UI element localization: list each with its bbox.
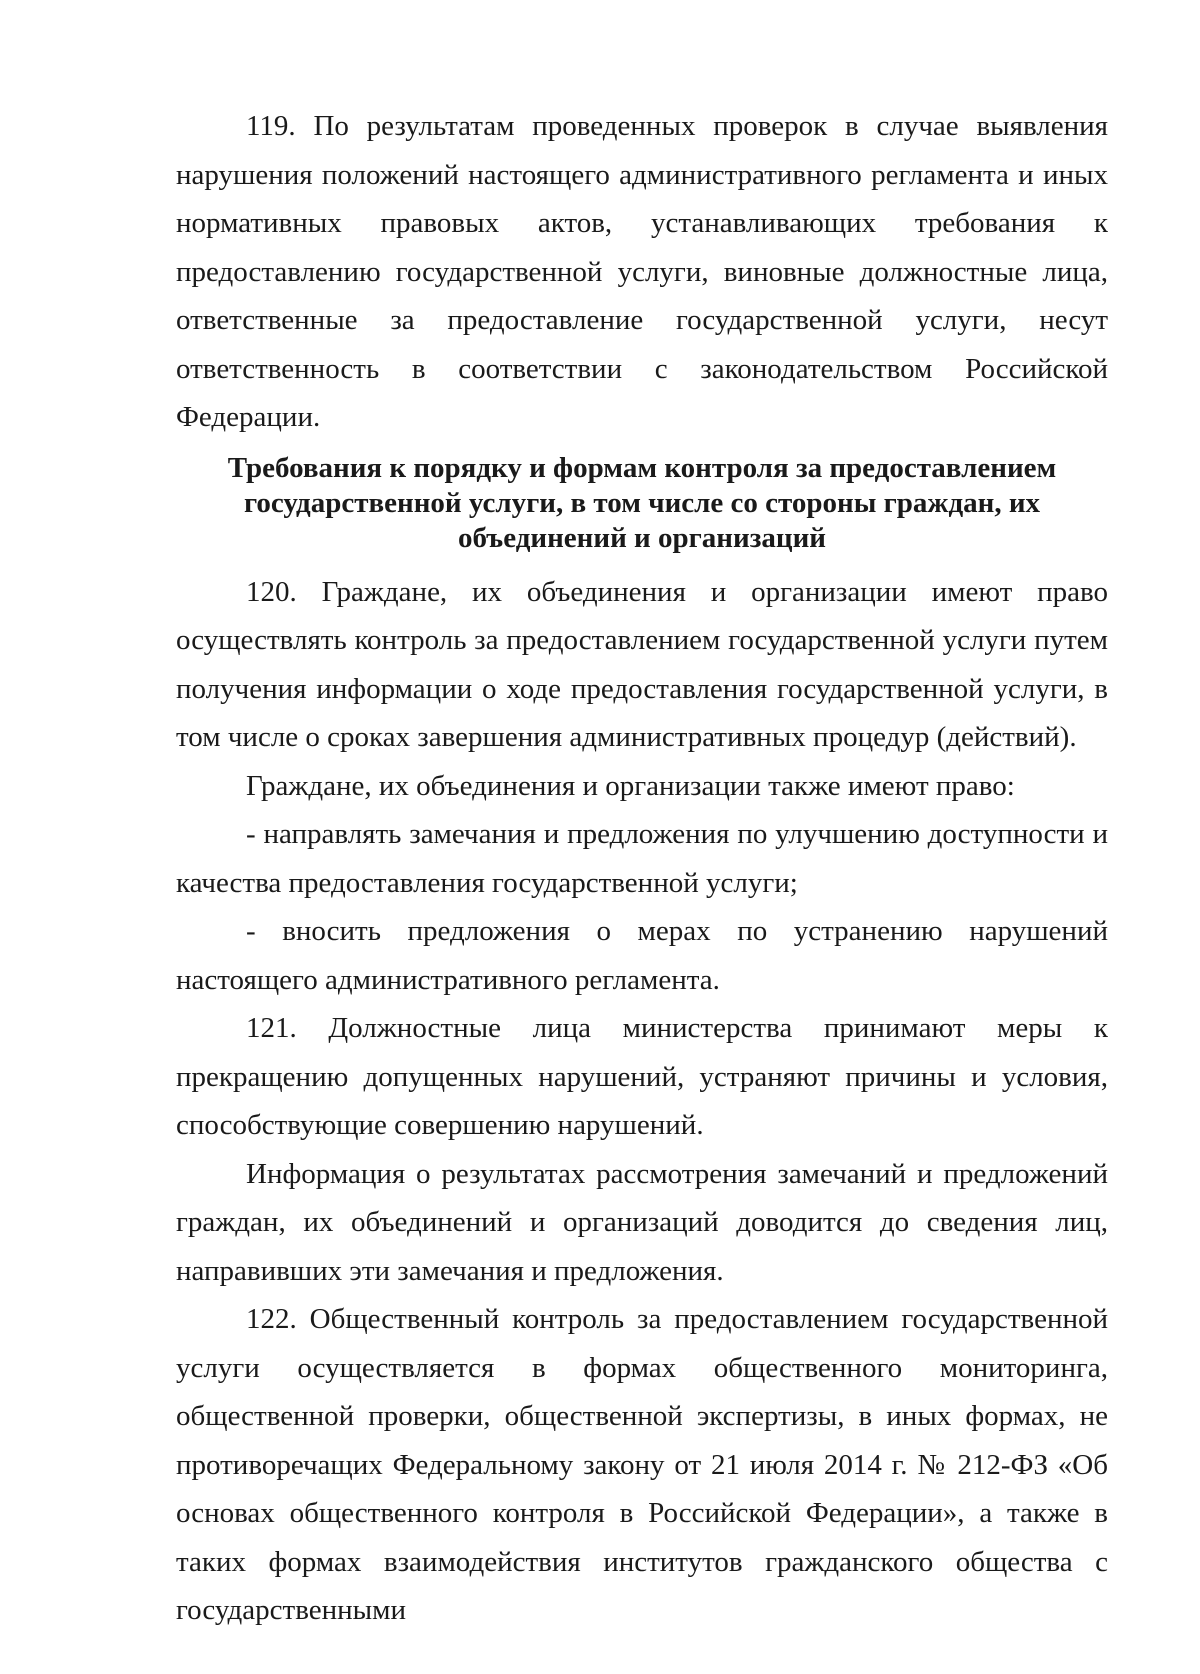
- list-item-proposals: - вносить предложения о мерах по устранению нарушений настоящего административного регламента.: [176, 915, 1108, 996]
- paragraph-information: Информация о результатах рассмотрения замечаний и предложений граждан, их объединений и организаций доводится до сведения лиц, направивших эти замечания и предложения.: [176, 1157, 1108, 1287]
- paragraph-119: 119. По результатам проведенных проверок в случае выявления нарушения положений настоящего административного регламента и иных нормативных правовых актов, устанавливающих требования к предоставлению государственной услуги, виновные должностные лица, ответственные за предоставление государственной услуги, несут ответственность в соответствии с законодательством Российской Федерации.: [176, 110, 1108, 433]
- document-page: [176, 102, 1108, 1635]
- paragraph-122: 122. Общественный контроль за предоставлением государственной услуги осуществляется в формах общественного мониторинга, общественной проверки, общественной экспертизы, в иных формах, не противоречащих Федеральному закону от 21 июля 2014 г. № 212-ФЗ «Об основах общественного контроля в Российской Федерации», а также в таких формах взаимодействия институтов гражданского общества с государственными: [176, 1303, 1108, 1626]
- paragraph-121: 121. Должностные лица министерства принимают меры к прекращению допущенных нарушений, устраняют причины и условия, способствующие совершению нарушений.: [176, 1012, 1108, 1141]
- paragraph-120: 120. Граждане, их объединения и организации имеют право осуществлять контроль за предоставлением государственной услуги путем получения информации о ходе предоставления государственной услуги, в том числе о сроках завершения административных процедур (действий).: [176, 575, 1108, 753]
- list-item-remarks: - направлять замечания и предложения по улучшению доступности и качества предоставления государственной услуги;: [176, 818, 1108, 899]
- section-heading: Требования к порядку и формам контроля за предоставлением государственной услуги, в том числе со стороны граждан, их объединений и организаций: [227, 451, 1057, 554]
- paragraph-rights-intro: Граждане, их объединения и организации также имеют право:: [246, 769, 1015, 802]
